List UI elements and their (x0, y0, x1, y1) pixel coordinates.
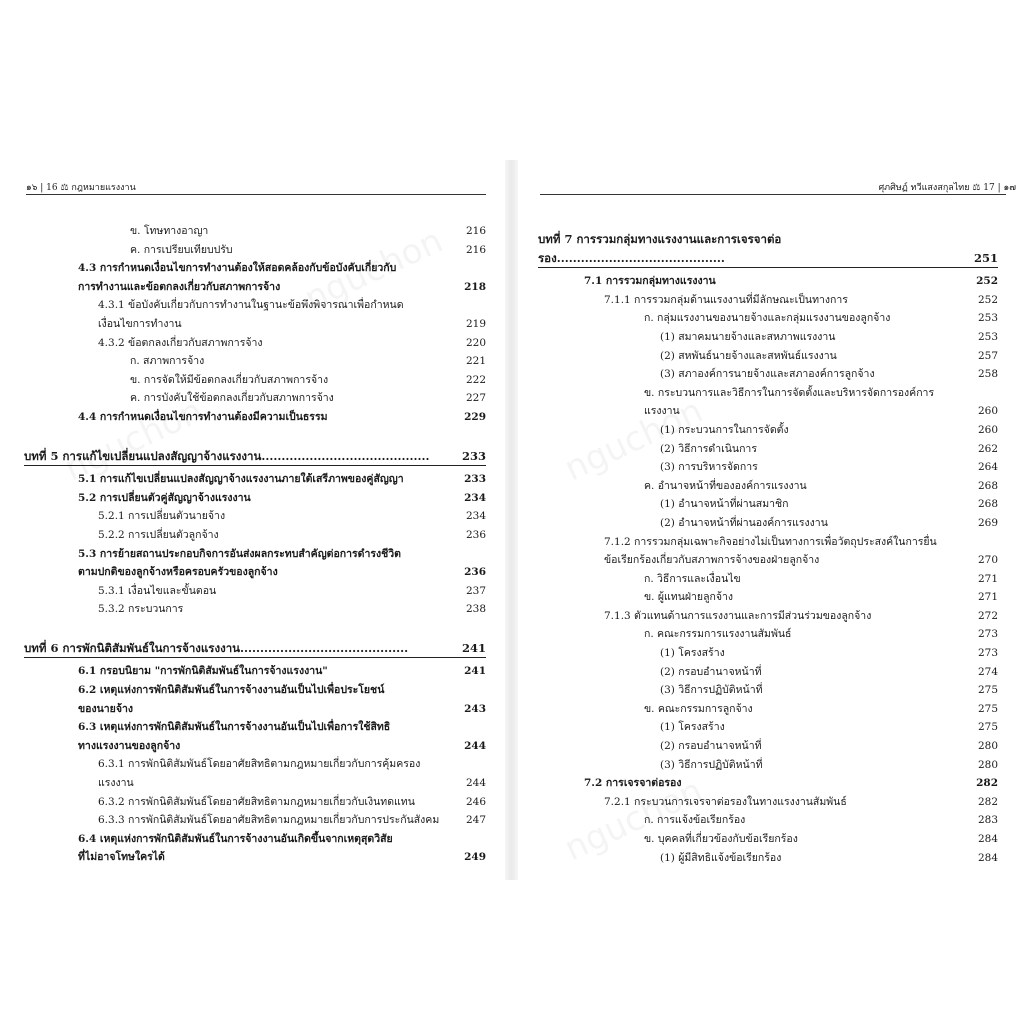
toc-entry (538, 272, 998, 291)
toc-entry (538, 365, 998, 384)
toc-entry-title: 5.2.2 การเปลี่ยนตัวลูกจ้าง (98, 528, 219, 541)
toc-page-number: 273 (977, 628, 998, 641)
toc-page-number: 273 (977, 647, 998, 660)
toc-entry (24, 545, 486, 582)
toc-entry-title: 7.1 การรวมกลุ่มทางแรงงาน (584, 275, 716, 288)
toc-entry (538, 570, 998, 589)
toc-page-number: 252 (976, 275, 998, 288)
toc-page-number: 233 (464, 473, 486, 486)
left-header-rule (26, 194, 486, 195)
toc-entry-title: ก. กลุ่มแรงงานของนายจ้างและกลุ่มแรงงานของลูกจ้าง (644, 312, 891, 325)
toc-entry (538, 291, 998, 310)
toc-entry-title: 5.1 การแก้ไขเปลี่ยนแปลงสัญญาจ้างแรงงานภายใต้เสรีภาพของคู่สัญญา (78, 473, 404, 486)
toc-entry (24, 582, 486, 601)
toc-entry (538, 625, 998, 644)
toc-entry-title: (2) กรอบอำนาจหน้าที่ (660, 740, 762, 753)
toc-page-number: 280 (977, 758, 998, 771)
toc-page-number: 283 (977, 814, 998, 827)
toc-entry-title: 4.4 การกำหนดเงื่อนไขการทำงานต้องมีความเป็นธรรม (78, 410, 328, 423)
toc-entry-title: (3) วิธีการปฏิบัติหน้าที่ (660, 758, 763, 771)
toc-entry-title: ค. การบังคับใช้ข้อตกลงเกี่ยวกับสภาพการจ้าง (130, 392, 334, 405)
toc-page-number: 229 (464, 410, 486, 423)
toc-entry-title: (1) อำนาจหน้าที่ผ่านสมาชิก (660, 498, 789, 511)
toc-entry (24, 507, 486, 526)
toc-page-number: 253 (977, 330, 998, 343)
toc-entry (538, 756, 998, 775)
toc-entry-title: 6.3.2 การพักนิติสัมพันธ์โดยอาศัยสิทธิตามกฎหมายเกี่ยวกับเงินทดแทน (98, 795, 415, 808)
toc-entry (24, 600, 486, 619)
toc-page-number: 237 (465, 584, 486, 597)
toc-chapter-entry (538, 230, 998, 268)
toc-entry (24, 811, 486, 830)
toc-entry-title: ก. คณะกรรมการแรงงานสัมพันธ์ (644, 628, 792, 641)
toc-page-number: 233 (461, 448, 486, 463)
toc-entry (538, 477, 998, 496)
chapter-spacer (24, 619, 486, 631)
toc-entry (24, 352, 486, 371)
toc-entry-title: ก. วิธีการและเงื่อนไข (644, 572, 741, 585)
toc-entry-title: 6.2 เหตุแห่งการพักนิติสัมพันธ์ในการจ้างงานอันเป็นไปเพื่อประโยชน์ ของนายจ้าง (78, 684, 385, 715)
toc-page-number: 284 (977, 833, 998, 845)
toc-page-number: 271 (977, 572, 998, 585)
toc-entry-title: ก. การแจ้งข้อเรียกร้อง (644, 814, 746, 827)
toc-page-number: 236 (465, 528, 486, 541)
toc-entry (538, 718, 998, 737)
toc-entry (24, 371, 486, 390)
toc-entry (538, 384, 998, 421)
toc-entry-title: 5.2.1 การเปลี่ยนตัวนายจ้าง (98, 510, 226, 523)
toc-page-number: 243 (464, 702, 486, 715)
toc-page-number: 216 (465, 225, 486, 237)
toc-page-number: 268 (977, 498, 998, 511)
toc-entry-title: 4.3.1 ข้อบังคับเกี่ยวกับการทำงานในฐานะข้อพึงพิจารณาเพื่อกำหนด เงื่อนไขการทำงาน (98, 299, 404, 330)
toc-page-number: 268 (977, 479, 998, 492)
toc-entry (538, 793, 998, 812)
toc-page-number: 284 (977, 851, 998, 864)
toc-entry-title: (2) วิธีการดำเนินการ (660, 442, 757, 455)
toc-entry (24, 755, 486, 792)
toc-page-number: 221 (465, 355, 486, 368)
toc-entry-title: ข. กระบวนการและวิธีการในการจัดตั้งและบริหารจัดการองค์การ แรงงาน (644, 386, 935, 418)
left-table-of-contents (24, 222, 486, 867)
toc-entry (538, 737, 998, 756)
toc-entry-title: ข. การจัดให้มีข้อตกลงเกี่ยวกับสภาพการจ้าง (130, 373, 329, 386)
toc-entry-title: 7.2 การเจรจาต่อรอง (584, 777, 682, 790)
toc-page-number: 234 (464, 491, 486, 504)
toc-entry-title: 5.2 การเปลี่ยนตัวคู่สัญญาจ้างแรงงาน (78, 491, 251, 504)
toc-page-number: 219 (465, 317, 486, 330)
right-table-of-contents (538, 222, 998, 867)
toc-entry (24, 526, 486, 545)
toc-entry (538, 700, 998, 719)
toc-entry-title: 5.3.1 เงื่อนไขและขั้นตอน (98, 584, 217, 597)
toc-entry-title: (2) สหพันธ์นายจ้างและสหพันธ์แรงงาน (660, 349, 837, 362)
toc-entry (538, 663, 998, 682)
toc-entry-title: (3) การบริหารจัดการ (660, 461, 758, 474)
toc-entry-title: (3) สภาองค์การนายจ้างและสภาองค์การลูกจ้าง (660, 368, 875, 381)
toc-entry (24, 408, 486, 427)
toc-entry-title: 7.1.2 การรวมกลุ่มเฉพาะกิจอย่างไม่เป็นทางการเพื่อวัตถุประสงค์ในการยื่น ข้อเรียกร้องเกี่ยวกับสภาพการจ้างของฝ่ายลูกจ้าง (604, 535, 937, 567)
toc-page-number: 241 (461, 640, 486, 655)
toc-page-number: 264 (977, 461, 998, 474)
toc-page-number: 275 (977, 702, 998, 715)
toc-page-number: 238 (465, 603, 486, 616)
toc-entry-title: (1) โครงสร้าง (660, 647, 725, 660)
toc-page-number: 269 (977, 516, 998, 529)
toc-entry (538, 774, 998, 793)
toc-entry-title: 6.1 กรอบนิยาม "การพักนิติสัมพันธ์ในการจ้างแรงงาน" (78, 665, 328, 678)
toc-entry-title: 5.3.2 กระบวนการ (98, 603, 184, 616)
toc-entry-title: ก. สภาพการจ้าง (130, 355, 205, 368)
toc-entry-title: 7.1.1 การรวมกลุ่มด้านแรงงานที่มีลักษณะเป็นทางการ (604, 293, 848, 306)
toc-entry-title: ข. บุคคลที่เกี่ยวข้องกับข้อเรียกร้อง (644, 833, 798, 845)
toc-entry (538, 644, 998, 663)
toc-page-number: 260 (977, 405, 998, 418)
toc-page-number: 222 (465, 373, 486, 386)
toc-page-number: 249 (464, 851, 486, 864)
toc-entry-title: ค. อำนาจหน้าที่ขององค์การแรงงาน (644, 479, 807, 492)
toc-entry (538, 607, 998, 626)
toc-page-number: 244 (464, 739, 486, 752)
toc-entry-title: ข. โทษทางอาญา (130, 225, 209, 237)
toc-page-number: 282 (976, 777, 998, 790)
right-header-rule (540, 194, 1006, 195)
toc-entry-title: 6.3.1 การพักนิติสัมพันธ์โดยอาศัยสิทธิตามกฎหมายเกี่ยวกับการคุ้มครอง แรงงาน (98, 758, 421, 790)
toc-entry (24, 662, 486, 681)
toc-entry-title: บทที่ 6 การพักนิติสัมพันธ์ในการจ้างแรงงาน.......................................... (24, 640, 409, 655)
toc-entry (538, 347, 998, 366)
toc-entry (538, 681, 998, 700)
toc-entry (24, 389, 486, 408)
toc-page-number: 246 (465, 795, 486, 808)
toc-entry-title: ข. ผู้แทนฝ่ายลูกจ้าง (644, 591, 734, 604)
toc-page-number: 247 (465, 814, 486, 827)
toc-page-number: 234 (465, 510, 486, 523)
toc-entry-title: (1) กระบวนการในการจัดตั้ง (660, 423, 789, 436)
toc-entry (538, 514, 998, 533)
toc-page-number: 241 (464, 665, 486, 678)
toc-entry (538, 588, 998, 607)
toc-entry-title: ค. การเปรียบเทียบปรับ (130, 243, 233, 256)
toc-entry-title: 4.3 การกำหนดเงื่อนไขการทำงานต้องให้สอดคล้องกับข้อบังคับเกี่ยวกับ การทำงานและข้อตกลงเกี่ยวกับสภาพการจ้าง (78, 262, 397, 293)
toc-page-number: 262 (977, 442, 998, 455)
toc-page-number: 258 (977, 368, 998, 381)
toc-page-number: 252 (977, 293, 998, 306)
toc-entry-title: บทที่ 7 การรวมกลุ่มทางแรงงานและการเจรจาต่อรอง.......................................... (538, 232, 782, 265)
toc-page-number: 257 (977, 349, 998, 362)
toc-entry (538, 495, 998, 514)
toc-entry (24, 334, 486, 353)
toc-page-number: 227 (465, 392, 486, 405)
toc-page-number: 274 (977, 665, 998, 678)
toc-page-number: 275 (977, 684, 998, 697)
toc-entry (538, 309, 998, 328)
toc-entry-title: 7.1.3 ตัวแทนด้านการแรงงานและการมีส่วนร่วมของลูกจ้าง (604, 609, 872, 622)
toc-page-number: 270 (977, 554, 998, 567)
toc-entry-title: ข. คณะกรรมการลูกจ้าง (644, 702, 753, 715)
toc-entry (24, 681, 486, 718)
toc-page-number: 272 (977, 609, 998, 622)
toc-entry-title: (2) กรอบอำนาจหน้าที่ (660, 665, 762, 678)
toc-page-number: 251 (973, 250, 998, 265)
toc-chapter-entry (24, 639, 486, 659)
toc-page-number: 253 (977, 312, 998, 325)
toc-entry-title: 5.3 การย้ายสถานประกอบกิจการอันส่งผลกระทบสำคัญต่อการดำรงชีวิต ตามปกติของลูกจ้างหรือครอบครัวของลูกจ้าง (78, 547, 401, 579)
toc-entry-title: (1) โครงสร้าง (660, 721, 725, 734)
toc-page-number: 218 (464, 280, 486, 293)
toc-entry (24, 296, 486, 333)
toc-entry-title: (1) สมาคมนายจ้างและสหภาพแรงงาน (660, 330, 836, 343)
toc-page-number: 282 (977, 795, 998, 808)
toc-entry-title: 6.4 เหตุแห่งการพักนิติสัมพันธ์ในการจ้างงานอันเกิดขึ้นจากเหตุสุดวิสัย ที่ไม่อาจโทษใครได้ (78, 832, 393, 864)
toc-entry (24, 718, 486, 755)
toc-entry (24, 793, 486, 812)
toc-entry-title: 6.3 เหตุแห่งการพักนิติสัมพันธ์ในการจ้างงานอันเป็นไปเพื่อการใช้สิทธิ ทางแรงงานของลูกจ้าง (78, 721, 391, 752)
toc-entry (24, 830, 486, 867)
toc-entry-title: บทที่ 5 การแก้ไขเปลี่ยนแปลงสัญญาจ้างแรงงาน.......................................... (24, 448, 430, 463)
toc-page-number: 271 (977, 591, 998, 604)
toc-entry-title: 6.3.3 การพักนิติสัมพันธ์โดยอาศัยสิทธิตามกฎหมายเกี่ยวกับการประกันสังคม (98, 814, 440, 827)
toc-page-number: 220 (465, 336, 486, 349)
toc-page-number: 260 (977, 423, 998, 436)
toc-entry (538, 533, 998, 570)
toc-entry (24, 489, 486, 508)
book-gutter (505, 160, 518, 880)
toc-page-number: 275 (977, 721, 998, 734)
toc-page-number: 244 (465, 777, 486, 790)
toc-entry-title: (3) วิธีการปฏิบัติหน้าที่ (660, 684, 763, 697)
toc-entry-title: 4.3.2 ข้อตกลงเกี่ยวกับสภาพการจ้าง (98, 336, 263, 349)
toc-entry-title: (1) ผู้มีสิทธิแจ้งข้อเรียกร้อง (660, 851, 782, 864)
right-running-header: ศุภศิษฏ์ ทวีแสงสกุลไทย ⚖ 17 | ๑๗ (878, 183, 1016, 193)
right-page (518, 0, 1024, 1024)
toc-entry (538, 328, 998, 347)
toc-page-number: 280 (977, 740, 998, 753)
left-page (0, 0, 505, 1024)
toc-page-number: 236 (464, 566, 486, 579)
toc-entry-title: (2) อำนาจหน้าที่ผ่านองค์การแรงงาน (660, 516, 828, 529)
toc-entry-title: 7.2.1 กระบวนการเจรจาต่อรองในทางแรงงานสัมพันธ์ (604, 795, 847, 808)
toc-page-number: 216 (465, 243, 486, 256)
left-running-header: ๑๖ | 16 ⚖ กฎหมายแรงงาน (26, 183, 136, 193)
